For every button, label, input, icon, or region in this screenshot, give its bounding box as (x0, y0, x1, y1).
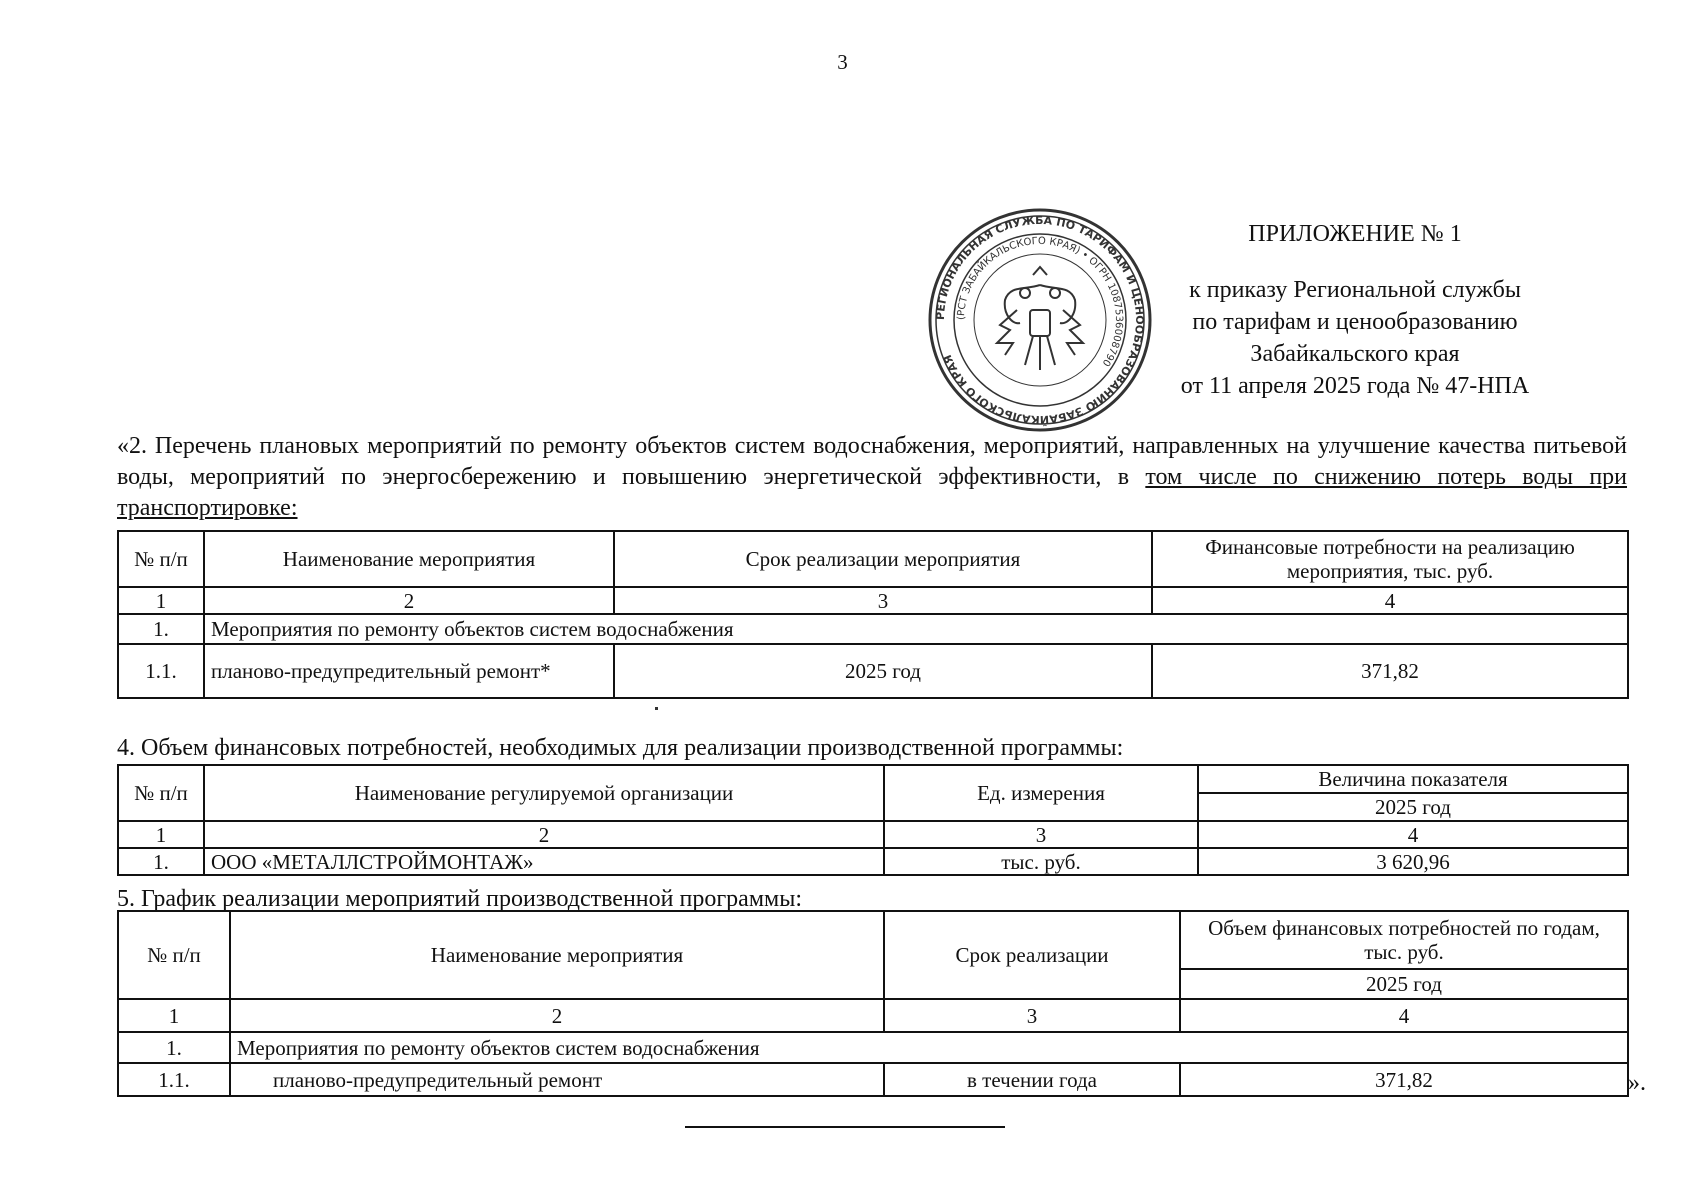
number-cell: 4 (1198, 821, 1628, 848)
table-header-row (118, 765, 1628, 793)
header-cell: Наименование мероприятия (230, 911, 884, 999)
year-cell: 2025 год (1180, 969, 1628, 999)
number-cell: 1 (118, 999, 230, 1032)
number-cell: 3 (884, 821, 1198, 848)
group-title: Мероприятия по ремонту объектов систем водоснабжения (230, 1032, 1628, 1063)
header-cell: Ед. измерения (884, 765, 1198, 821)
number-cell: 4 (1152, 587, 1628, 614)
page-number: 3 (837, 50, 848, 74)
number-cell: 2 (230, 999, 884, 1032)
number-cell: 3 (884, 999, 1180, 1032)
header-cell: Объем финансовых потребностей по годам, тыс. руб. (1180, 911, 1628, 969)
table-header-row (118, 531, 1628, 587)
table-financial-needs (117, 764, 1629, 876)
group-number: 1. (118, 1032, 230, 1063)
row-measure-name: планово-предупредительный ремонт* (204, 644, 614, 698)
number-cell: 1 (118, 587, 204, 614)
table-group-row (118, 614, 1628, 644)
section-2-text: «2. Перечень плановых мероприятий по ремонту объектов систем водоснабжения, мероприятий, направленных на улучшение качества питьевой воды, мероприятий по энергосбережению и повышению энергетической эффективности, в (117, 433, 1627, 490)
svg-text:(РСТ ЗАБАЙКАЛЬСКОГО КРАЯ) • ОГ: (РСТ ЗАБАЙКАЛЬСКОГО КРАЯ) • ОГРН 1087536008790 (955, 235, 1125, 369)
header-cell: Срок реализации (884, 911, 1180, 999)
official-seal-stamp (925, 205, 1155, 435)
header-cell: Величина показателя (1198, 765, 1628, 793)
table-number-row (118, 821, 1628, 848)
group-number: 1. (118, 614, 204, 644)
header-cell: № п/п (118, 765, 204, 821)
table-schedule (117, 910, 1629, 1097)
table-row (118, 1063, 1628, 1096)
svg-text:РЕГИОНАЛЬНАЯ СЛУЖБА ПО ТАРИФАМ: РЕГИОНАЛЬНАЯ СЛУЖБА ПО ТАРИФАМ И ЦЕНООБРАЗОВАНИЮ ЗАБАЙКАЛЬСКОГО КРАЯ (933, 213, 1147, 427)
row-organization: ООО «МЕТАЛЛСТРОЙМОНТАЖ» (204, 848, 884, 875)
group-title: Мероприятия по ремонту объектов систем водоснабжения (204, 614, 1628, 644)
section-2-last-line: том числе по снижению потерь воды при транспортировке: (117, 464, 1628, 521)
table-group-row (118, 1032, 1628, 1063)
appendix-line-2: по тарифам и ценообразованию (1192, 309, 1518, 335)
year-cell: 2025 год (1198, 793, 1628, 821)
number-cell: 4 (1180, 999, 1628, 1032)
closing-quote: ». (1628, 1070, 1646, 1096)
header-cell: № п/п (118, 911, 230, 999)
row-value: 371,82 (1180, 1063, 1628, 1096)
number-cell: 2 (204, 821, 884, 848)
table-row (118, 644, 1628, 698)
row-measure-name: планово-предупредительный ремонт (230, 1063, 884, 1096)
row-number: 1. (118, 848, 204, 875)
section-5-heading: 5. График реализации мероприятий производственной программы: (117, 886, 802, 912)
appendix-title: ПРИЛОЖЕНИЕ № 1 (1248, 221, 1462, 247)
table-row (118, 848, 1628, 875)
header-cell: Финансовые потребности на реализацию мероприятия, тыс. руб. (1152, 531, 1628, 587)
section-4-heading: 4. Объем финансовых потребностей, необходимых для реализации производственной программы: (117, 735, 1124, 761)
table-measures (117, 530, 1629, 699)
divider-line (685, 1126, 1005, 1128)
row-number: 1.1. (118, 1063, 230, 1096)
row-value: 3 620,96 (1198, 848, 1628, 875)
appendix-line-3: Забайкальского края (1250, 341, 1460, 367)
row-number: 1.1. (118, 644, 204, 698)
appendix-line-4: от 11 апреля 2025 года № 47-НПА (1180, 373, 1530, 399)
table-number-row (118, 999, 1628, 1032)
header-cell: № п/п (118, 531, 204, 587)
header-cell: Срок реализации мероприятия (614, 531, 1152, 587)
row-term: в течении года (884, 1063, 1180, 1096)
speck (655, 707, 658, 710)
row-value: 371,82 (1152, 644, 1628, 698)
header-cell: Наименование регулируемой организации (204, 765, 884, 821)
table-header-row (118, 911, 1628, 969)
section-2-heading (117, 431, 1627, 524)
appendix-line-1: к приказу Региональной службы (1189, 277, 1521, 303)
number-cell: 2 (204, 587, 614, 614)
row-unit: тыс. руб. (884, 848, 1198, 875)
row-term: 2025 год (614, 644, 1152, 698)
number-cell: 1 (118, 821, 204, 848)
appendix-header (1130, 218, 1580, 402)
table-number-row (118, 587, 1628, 614)
header-cell: Наименование мероприятия (204, 531, 614, 587)
number-cell: 3 (614, 587, 1152, 614)
